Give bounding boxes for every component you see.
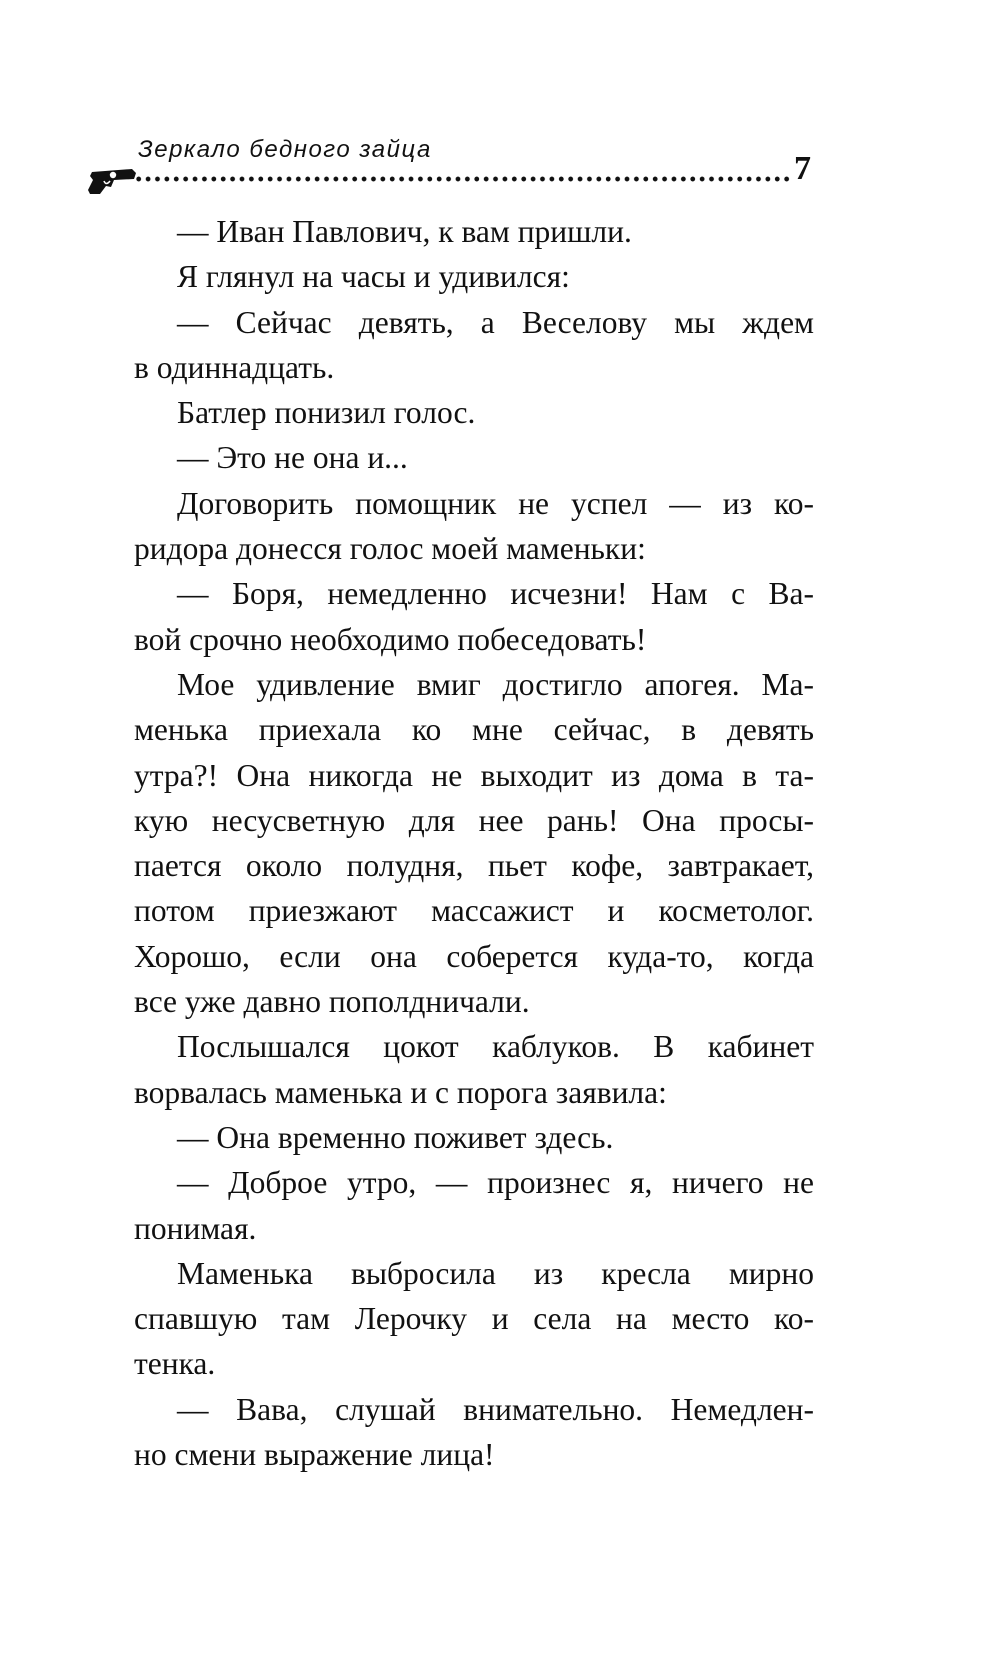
running-title: Зеркало бедного зайца xyxy=(138,136,432,163)
text-line: Мое удивление вмиг достигло апогея. Ма- xyxy=(177,666,814,702)
text-line: вой срочно необходимо побеседовать! xyxy=(134,621,647,657)
text-line: ридора донесся голос моей маменьки: xyxy=(134,531,646,567)
text-line: ворвалась маменька и с порога заявила: xyxy=(134,1074,667,1110)
text-line: — Она временно поживет здесь. xyxy=(177,1119,614,1155)
text-line: все уже давно пополдничали. xyxy=(134,984,530,1020)
text-line: кую несусветную для нее рань! Она просы- xyxy=(134,802,814,838)
text-line: Послышался цокот каблуков. В кабинет xyxy=(177,1029,814,1065)
text-line: Хорошо, если она соберется куда-то, когда xyxy=(134,938,814,974)
text-line: Договорить помощник не успел — из ко- xyxy=(177,485,814,521)
text-line: — Боря, немедленно исчезни! Нам с Ва- xyxy=(177,576,814,612)
text-line: Маменька выбросила из кресла мирно xyxy=(177,1255,814,1291)
text-line: понимая. xyxy=(134,1210,257,1246)
text-line: менька приехала ко мне сейчас, в девять xyxy=(134,712,814,748)
text-line: — Иван Павлович, к вам пришли. xyxy=(177,214,632,249)
dot-leader xyxy=(134,176,792,182)
text-line: но смени выражение лица! xyxy=(134,1437,495,1473)
revolver-icon xyxy=(86,160,138,198)
text-line: Батлер понизил голос. xyxy=(177,395,476,431)
text-line: — Сейчас девять, а Веселову мы ждем xyxy=(177,304,814,340)
text-line: тенка. xyxy=(134,1346,216,1382)
text-line: утра?! Она никогда не выходит из дома в та- xyxy=(134,757,814,793)
text-line: спавшую там Лерочку и села на место ко- xyxy=(134,1301,814,1337)
text-line: Я глянул на часы и удивился: xyxy=(177,259,570,295)
text-line: пается около полудня, пьет кофе, завтракает, xyxy=(134,848,814,884)
body-text xyxy=(134,209,814,1477)
page-number: 7 xyxy=(794,150,811,187)
text-line: в одиннадцать. xyxy=(134,349,335,385)
page-header xyxy=(0,0,1000,200)
text-line: — Вава, слушай внимательно. Немедлен- xyxy=(177,1391,814,1427)
text-line: потом приезжают массажист и косметолог. xyxy=(134,893,814,929)
text-line: — Это не она и... xyxy=(177,440,408,476)
text-line: — Доброе утро, — произнес я, ничего не xyxy=(177,1165,814,1201)
